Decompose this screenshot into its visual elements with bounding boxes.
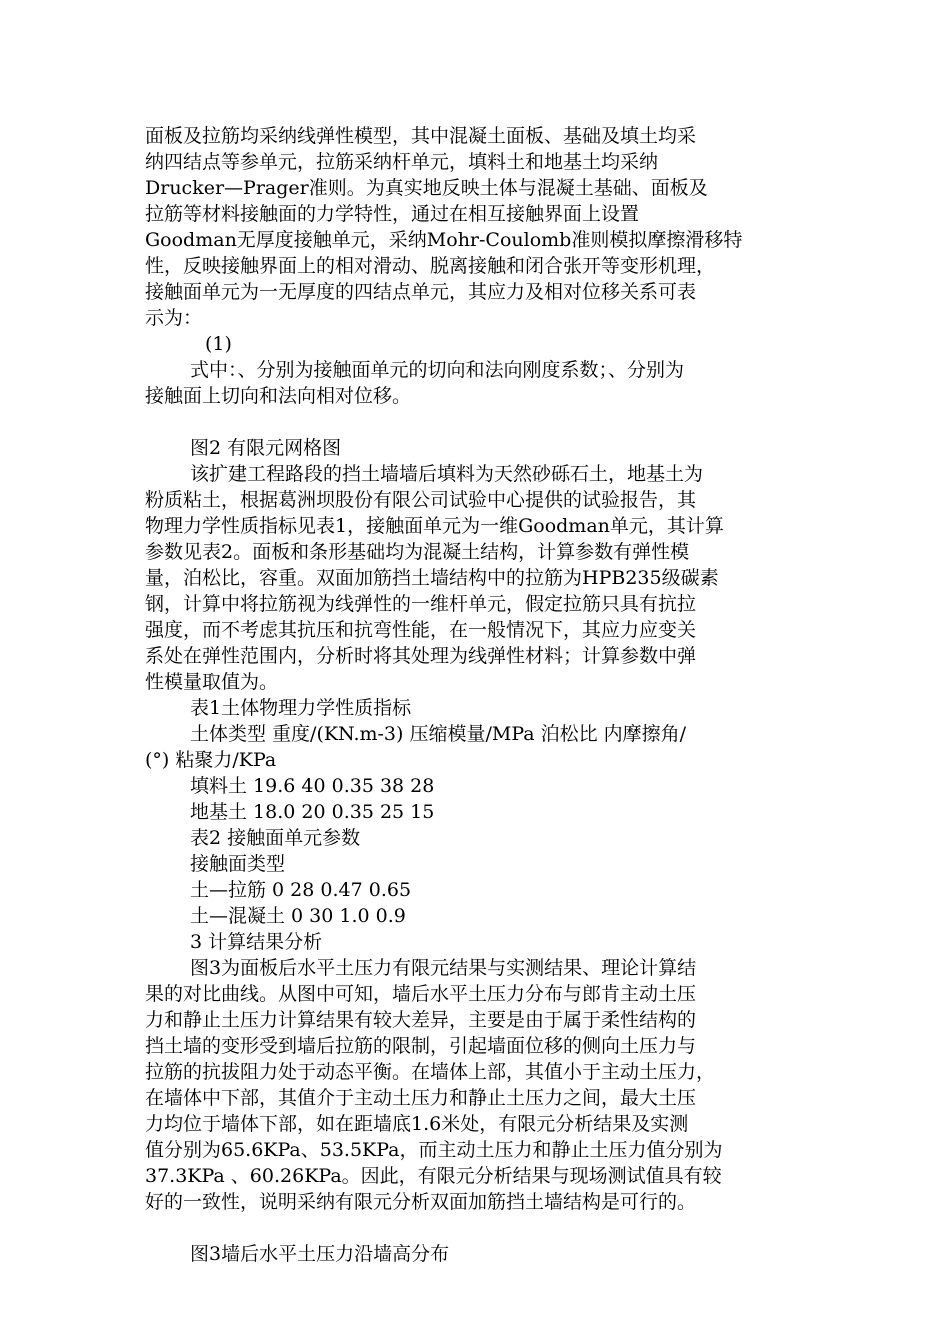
- text-line: Goodman无厚度接触单元，采纳Mohr-Coulomb准则模拟摩擦滑移特: [145, 229, 743, 251]
- text-line: 参数见表2。面板和条形基础均为混凝土结构，计算参数有弹性模: [145, 541, 690, 563]
- text-line: 纳四结点等参单元，拉筋采纳杆单元，填料土和地基土均采纳: [145, 151, 659, 173]
- figure-caption: 图2 有限元网格图: [190, 437, 342, 459]
- table-row: 填料土 19.6 40 0.35 38 28: [190, 775, 435, 797]
- text-line: 果的对比曲线。从图中可知，墙后水平土压力分布与郎肯主动土压: [145, 983, 697, 1005]
- text-line: 在墙体中下部，其值介于主动土压力和静止土压力之间，最大土压: [145, 1087, 697, 1109]
- table-header: (°) 粘聚力/KPa: [145, 749, 277, 771]
- section-heading: 3 计算结果分析: [190, 931, 323, 953]
- table-caption: 表2 接触面单元参数: [190, 827, 361, 849]
- text-line: 值分别为65.6KPa、53.5KPa，而主动土压力和静止土压力值分别为: [145, 1139, 723, 1161]
- text-line: 力均位于墙体下部，如在距墙底1.6米处，有限元分析结果及实测: [145, 1113, 689, 1135]
- text-line: 接触面单元为一无厚度的四结点单元，其应力及相对位移关系可表: [145, 281, 697, 303]
- text-line: 式中：、分别为接触面单元的切向和法向刚度系数；、分别为: [190, 359, 685, 381]
- text-line: 面板及拉筋均采纳线弹性模型，其中混凝土面板、基础及填土均采: [145, 125, 697, 147]
- text-line: 示为：: [145, 307, 203, 329]
- text-line: 接触面上切向和法向相对位移。: [145, 385, 412, 407]
- text-line: 拉筋的抗拔阻力处于动态平衡。在墙体上部，其值小于主动土压力，: [145, 1061, 716, 1083]
- text-line: 系处在弹性范围内，分析时将其处理为线弹性材料；计算参数中弹: [145, 645, 697, 667]
- text-line: 强度，而不考虑其抗压和抗弯性能，在一般情况下，其应力应变关: [145, 619, 697, 641]
- equation-number: (1): [205, 333, 232, 355]
- figure-caption: 图3墙后水平土压力沿墙高分布: [190, 1243, 450, 1265]
- text-line: 挡土墙的变形受到墙后拉筋的限制，引起墙面位移的侧向土压力与: [145, 1035, 697, 1057]
- text-line: 图3为面板后水平土压力有限元结果与实测结果、理论计算结: [190, 957, 697, 979]
- table-caption: 表1土体物理力学性质指标: [190, 697, 412, 719]
- text-line: 性模量取值为。: [145, 671, 279, 693]
- text-line: 37.3KPa 、60.26KPa。因此，有限元分析结果与现场测试值具有较: [145, 1165, 722, 1187]
- text-line: 该扩建工程路段的挡土墙墙后填料为天然砂砾石土，地基土为: [190, 463, 704, 485]
- table-row: 土—混凝土 0 30 1.0 0.9: [190, 905, 406, 927]
- text-line: Drucker—Prager准则。为真实地反映土体与混凝土基础、面板及: [145, 177, 708, 199]
- table-header: 土体类型 重度/(KN.m-3) 压缩模量/MPa 泊松比 内摩擦角/: [190, 723, 687, 745]
- text-line: 性，反映接触界面上的相对滑动、脱离接触和闭合张开等变形机理，: [145, 255, 716, 277]
- text-line: 拉筋等材料接触面的力学特性，通过在相互接触界面上设置: [145, 203, 640, 225]
- table-header: 接触面类型: [190, 853, 286, 875]
- table-row: 土—拉筋 0 28 0.47 0.65: [190, 879, 412, 901]
- text-line: 量，泊松比，容重。双面加筋挡土墙结构中的拉筋为HPB235级碳素: [145, 567, 719, 589]
- text-line: 力和静止土压力计算结果有较大差异，主要是由于属于柔性结构的: [145, 1009, 697, 1031]
- text-line: 钢，计算中将拉筋视为线弹性的一维杆单元，假定拉筋只具有抗拉: [145, 593, 697, 615]
- text-line: 好的一致性，说明采纳有限元分析双面加筋挡土墙结构是可行的。: [145, 1191, 697, 1213]
- text-line: 粉质粘土，根据葛洲坝股份有限公司试验中心提供的试验报告，其: [145, 489, 697, 511]
- table-row: 地基土 18.0 20 0.35 25 15: [190, 801, 435, 823]
- text-line: 物理力学性质指标见表1，接触面单元为一维Goodman单元，其计算: [145, 515, 724, 537]
